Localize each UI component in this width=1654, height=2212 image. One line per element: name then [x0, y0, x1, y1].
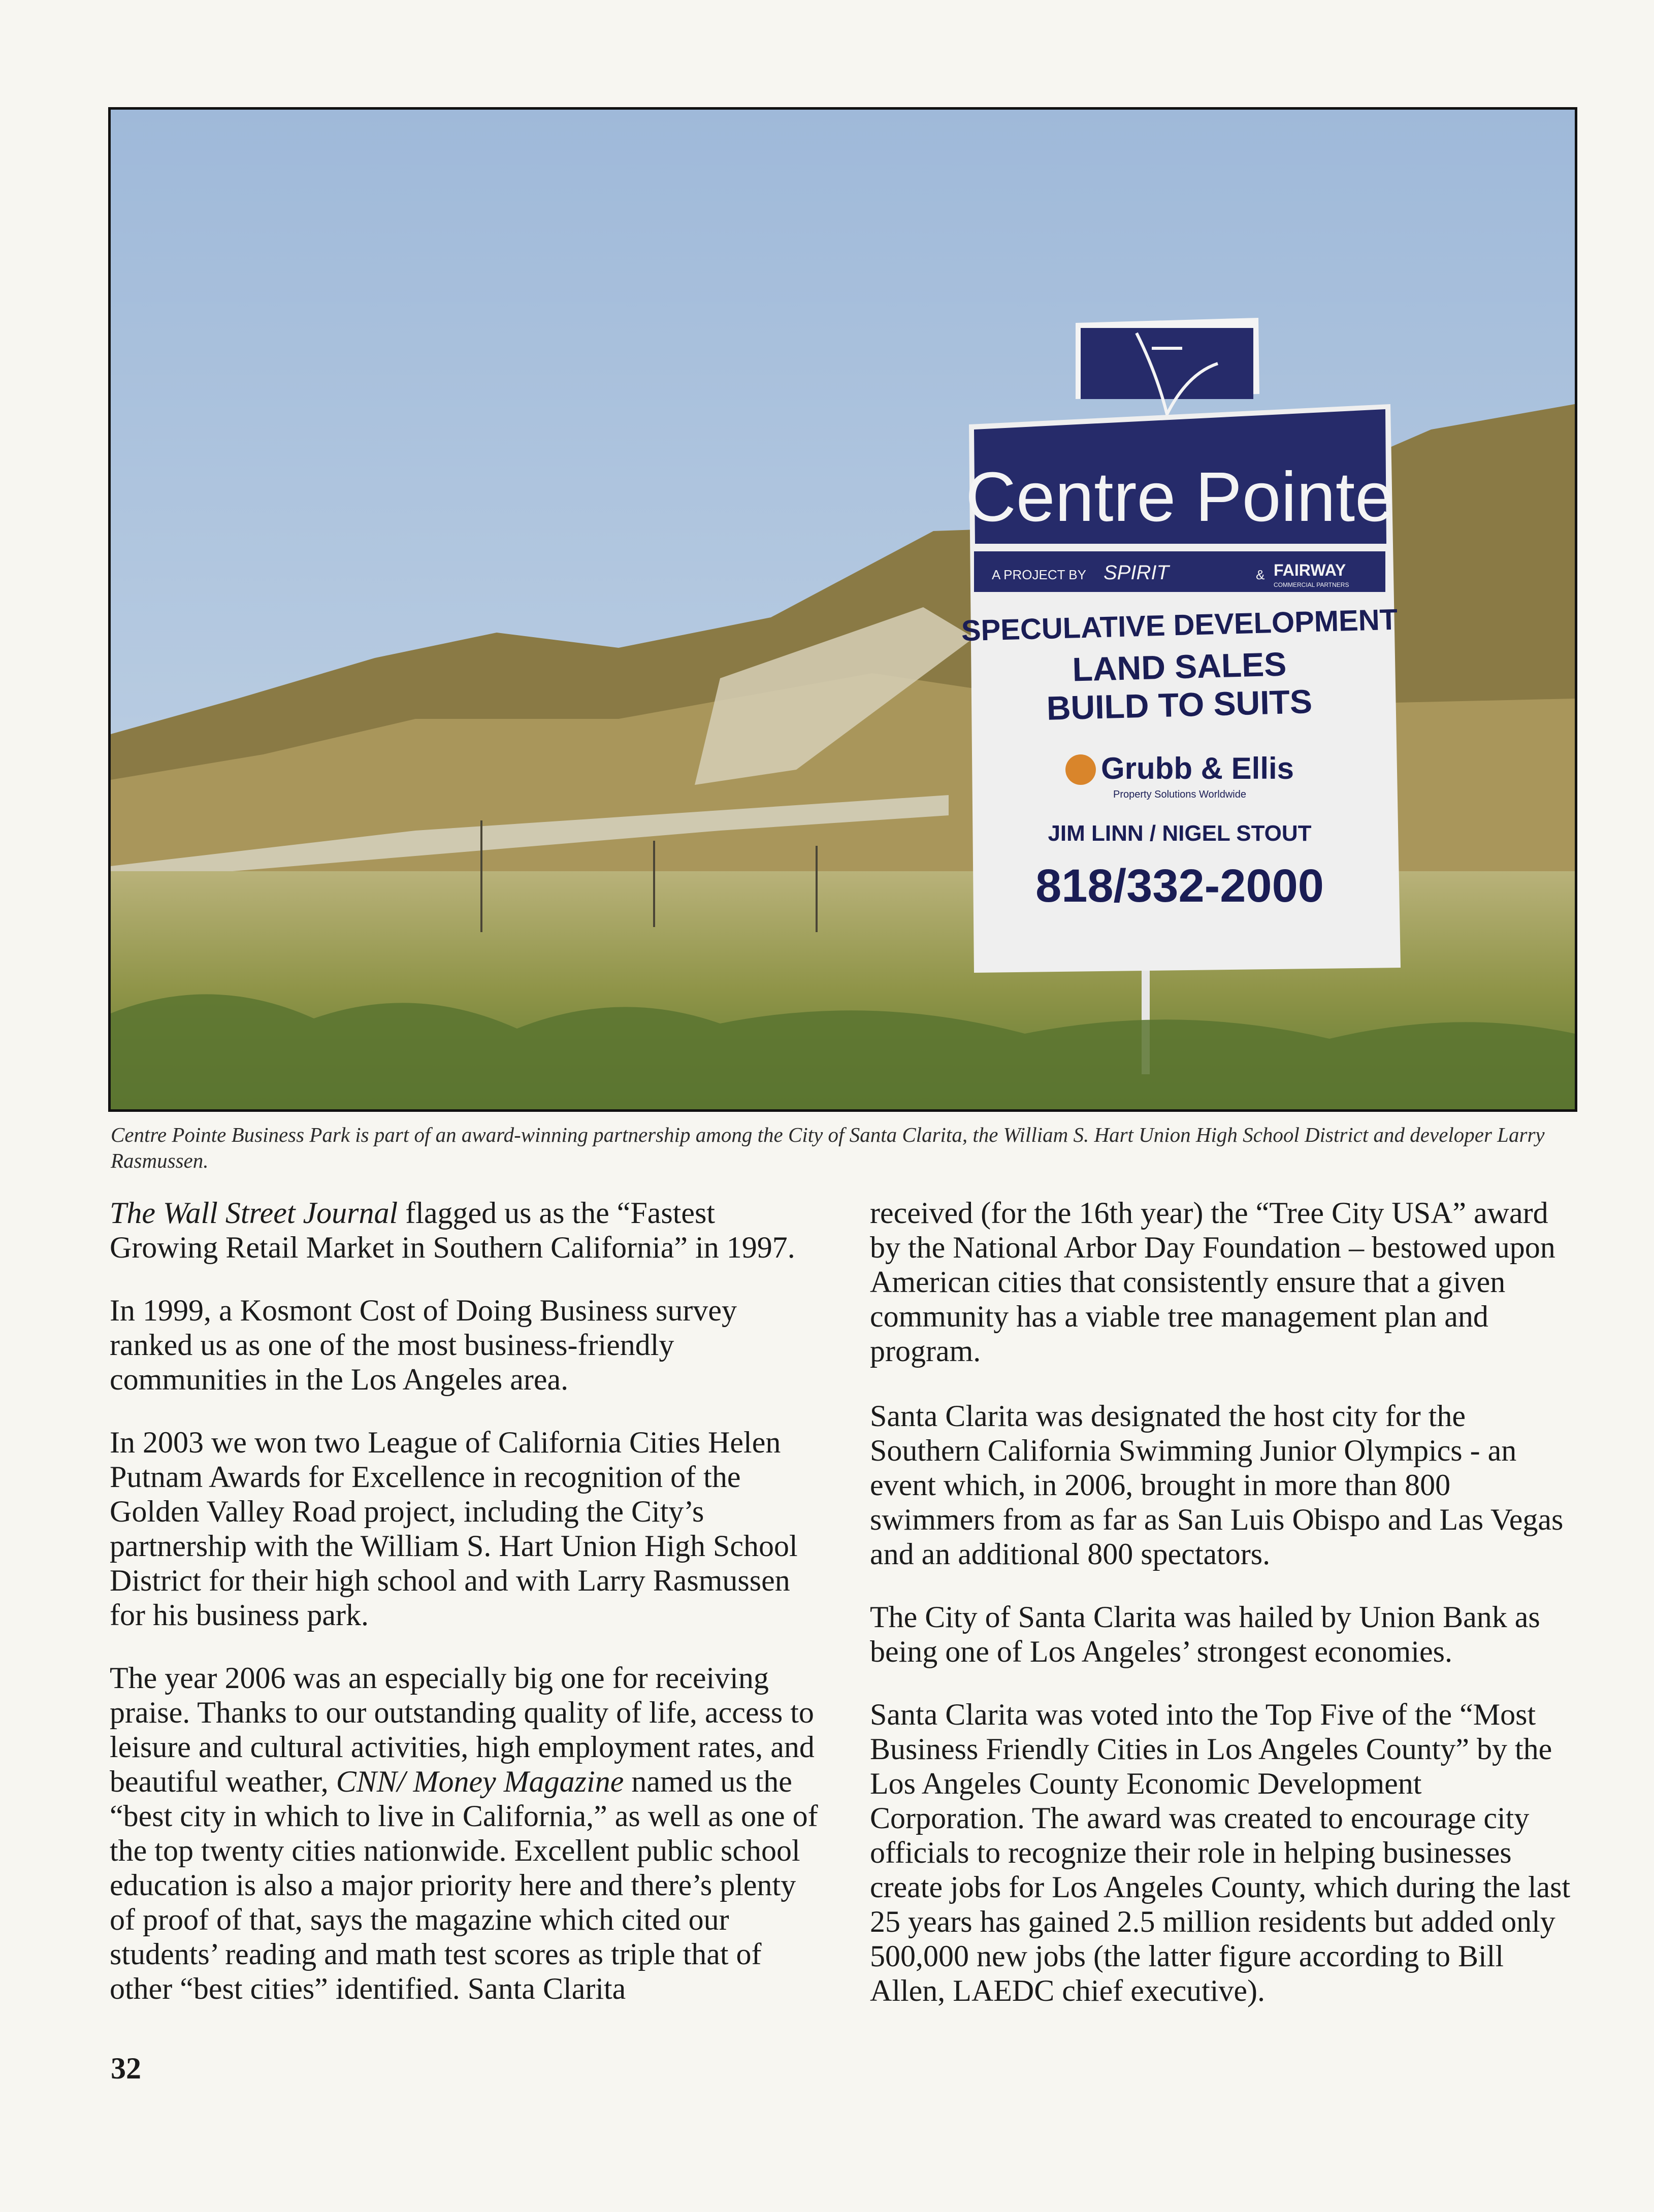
- sign-project-prefix: A PROJECT BY: [992, 567, 1086, 582]
- paragraph: Santa Clarita was voted into the Top Five of the “Most Business Friendly Cities in Los Angeles County” by the Los Angeles County Economic Development Corporation. The award was created to encourage city officials to recognize their role in helping businesses create jobs for Los Angeles County, which during the last 25 years has gained 2.5 million residents but added only 500,000 new jobs (the latter figure according to Bill Allen, LAEDC chief executive).: [870, 1698, 1571, 2007]
- sign-amp: &: [1256, 567, 1265, 582]
- sign-line-2: LAND SALES: [1072, 645, 1287, 688]
- paragraph-text: named us the “best city in which to live in California,” as well as one of the top twenty cities nationwide. Excellent public school education is also a major priority here and there’s plenty of proof of that, says the magazine which cited our students’ reading and math test scores as triple that of other “best cities” identified. Santa Clarita: [110, 1765, 818, 2005]
- sign-photo-illustration: [111, 110, 1575, 1109]
- paragraph: Santa Clarita was designated the host city for the Southern California Swimming Junior Olympics - an event which, in 2006, brought in more than 800 swimmers from as far as San Luis Obispo and Las Vegas and an additional 800 spectators.: [870, 1399, 1564, 1571]
- sign-phone: 818/332-2000: [1035, 860, 1324, 912]
- sign-line-3: BUILD TO SUITS: [1046, 682, 1313, 727]
- sign-fairway-logo: FAIRWAY: [1274, 561, 1346, 579]
- sign-fairway-sub: COMMERCIAL PARTNERS: [1274, 581, 1349, 588]
- paragraph-text: flagged us as the “Fastest Growing Retail Market in Southern California” in 1997.: [110, 1196, 795, 1264]
- photo-caption: Centre Pointe Business Park is part of an award-winning partnership among the City of Santa Clarita, the William S. Hart Union High School District and developer Larry Rasmussen.: [111, 1123, 1545, 1172]
- sign-crown: [1081, 328, 1253, 399]
- right-column: [870, 1196, 1581, 2036]
- page-number: 32: [111, 2052, 141, 2085]
- sign-spirit-logo: SPIRIT: [1104, 562, 1169, 584]
- publication-title: CNN/ Money Magazine: [336, 1765, 624, 1798]
- paragraph: In 2003 we won two League of California Cities Helen Putnam Awards for Excellence in recognition of the Golden Valley Road project, including the City’s partnership with the William S. Hart Union High School District for their high school and with Larry Rasmussen for his business park.: [110, 1426, 798, 1632]
- paragraph: The City of Santa Clarita was hailed by Union Bank as being one of Los Angeles’ strongest economies.: [870, 1600, 1540, 1668]
- sign-broker-tagline: Property Solutions Worldwide: [1113, 789, 1246, 800]
- centre-pointe-photo: [108, 107, 1577, 1112]
- sign-title: Centre Pointe: [965, 458, 1394, 536]
- paragraph: [110, 1661, 821, 2006]
- paragraph: [110, 1196, 821, 1265]
- grubb-ellis-logo-icon: [1065, 754, 1096, 785]
- sign-broker: Grubb & Ellis: [1101, 751, 1294, 785]
- paragraph-text: The year 2006 was an especially big one for receiving praise. Thanks to our outstanding quality of life, access to leisure and cultural activities, high employment rates, and beautiful weather,: [110, 1661, 815, 1798]
- paragraph: received (for the 16th year) the “Tree City USA” award by the National Arbor Day Foundation – bestowed upon American cities that consistently ensure that a given community has a viable tree management plan and program.: [870, 1196, 1555, 1368]
- sign-line-1: SPECULATIVE DEVELOPMENT: [961, 603, 1398, 648]
- sign-contacts: JIM LINN / NIGEL STOUT: [1048, 821, 1312, 846]
- left-column: [110, 1196, 821, 2034]
- paragraph: In 1999, a Kosmont Cost of Doing Business survey ranked us as one of the most business-friendly communities in the Los Angeles area.: [110, 1294, 737, 1396]
- publication-title: The Wall Street Journal: [110, 1196, 398, 1230]
